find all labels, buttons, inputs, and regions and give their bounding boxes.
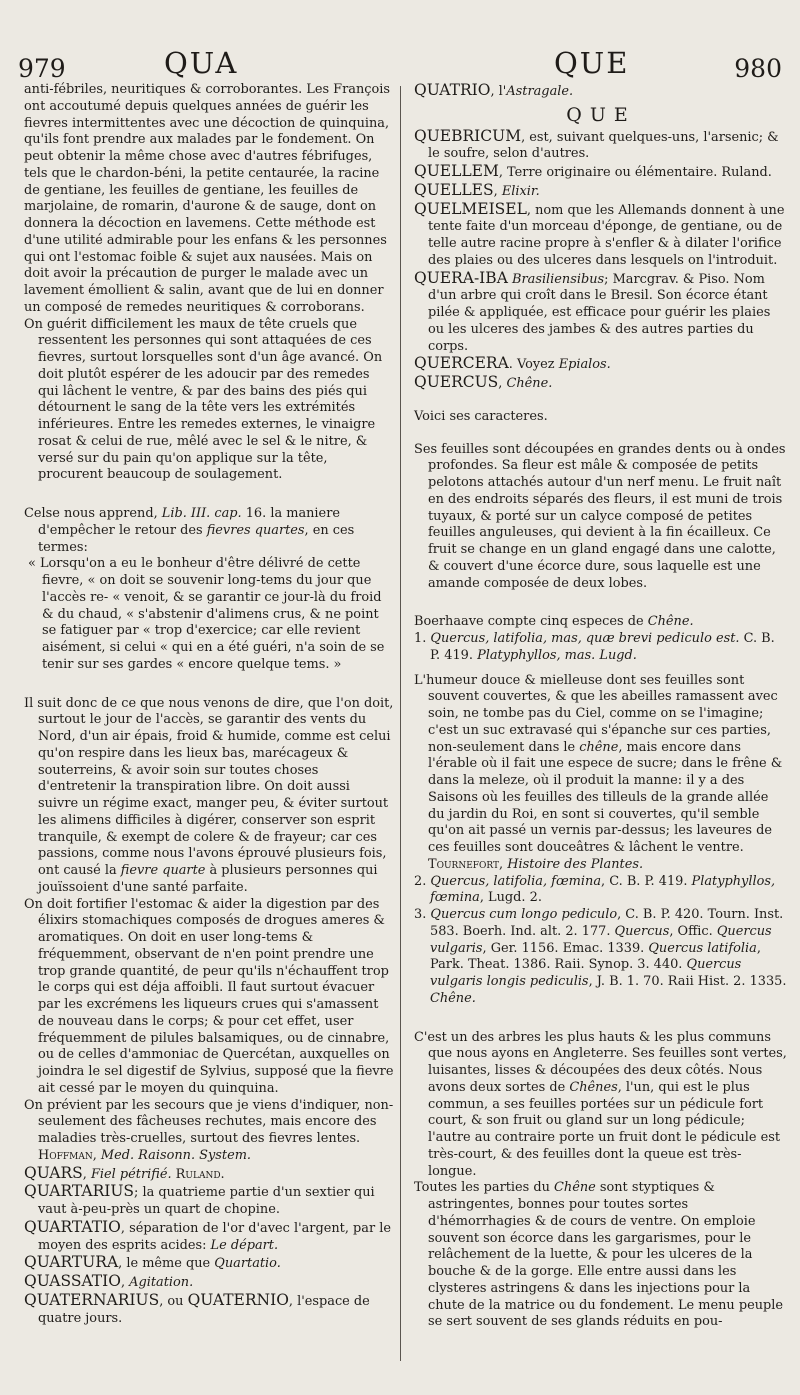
right-column xyxy=(414,82,788,1331)
paragraph: L'humeur douce & mielleuse dont ses feuilles sont souvent couvertes, & que les abeilles ramassent avec soin, ne tombe pas du Ciel, comme on se l'imagine; c'est un suc extravasé qui s'épanche sur ces parties, non-seulement dans le chêne, mais encore dans l'érable où il fait une espece de sucre; dans le frêne & dans la meleze, où il produit la manne: il y a des Saisons où les feuilles des tilleuls de la grande allée du jardin du Roi, en sont si couvertes, qu'il semble qu'on ait passé un vernis par-dessus; les laveures de ces feuilles sont douceâtres & lâchent le ventre. Tournefort, Histoire des Plantes. xyxy=(414,672,783,872)
quotation: « Lorsqu'on a eu le bonheur d'être délivré de cette fievre, « on doit se souvenir long-tems du jour que l'accès re- « venoit, & se garantir ce jour-là du froid & du chaud, « s'abstenir d'alimens crus, & ne point se fatiguer par « trop d'exercice; car elle revient aisément, si celui « qui en a été guéri, n'a soin de se tenir sur ses gardes « encore quelque tems. » xyxy=(28,556,385,672)
dictionary-entry: QUELLES, Elixir. xyxy=(414,180,540,199)
guide-word-right: QUE xyxy=(554,46,630,80)
dictionary-entry: QUATRIO, l'Astragale. xyxy=(414,81,574,99)
species-item: 3. Quercus cum longo pediculo, C. B. P. 420. Tourn. Inst. 583. Boerh. Ind. alt. 2. 177. Quercus, Offic. Quercus vulgaris, Ger. 1156. Emac. 1339. Quercus latifolia, Park. Theat. 1386. Raii. Synop. 3. 440. Quercus vulgaris longis pediculis, J. B. 1. 70. Raii Hist. 2. 1335. Chêne. xyxy=(414,907,787,1006)
dictionary-entry: QUELMEISEL, nom que les Allemands donnent à une tente faite d'un morceau d'éponge, de gentiane, ou de telle autre racine propre à s'enfler & à dilater l'orifice des plaies ou des ulceres dans lesquels on l'introduit. xyxy=(414,199,785,268)
paragraph: On doit fortifier l'estomac & aider la digestion par des élixirs stomachiques composés de drogues ameres & aromatiques. On doit en user long-tems & fréquemment, observant de n'en point prendre une trop grande quantité, de peur qu'ils n'échauffent trop le corps qui est déja affoibli. Il faut surtout évacuer par les excrémens les liqueurs crues qui s'amassent de nouveau dans le corps; & pour cet effet, user fréquemment de pilules balsamiques, ou de cinnabre, ou de celles d'ammoniac de Quercétan, auxquelles on joindra le sel digestif de Sylvius, supposé que la fievre ait cessé par le moyen du quinquina. xyxy=(24,896,394,1096)
species-item: 1. Quercus, latifolia, mas, quæ brevi pediculo est. C. B. P. 419. Platyphyllos, mas. Lugd. xyxy=(414,631,775,663)
paragraph: Il suit donc de ce que nous venons de dire, que l'on doit, surtout le jour de l'accès, se garantir des vents du Nord, d'un air épais, froid & humide, comme est celui qu'on respire dans les lieux bas, marécageux & souterreins, & avoir soin sur toutes choses d'entretenir la transpiration libre. On doit aussi suivre un régime exact, manger peu, & éviter surtout les alimens difficiles à digérer, conserver son esprit tranquile, & exempt de colere & de frayeur; car ces passions, comme nous l'avons éprouvé plusieurs fois, ont causé la fievre quarte à plusieurs personnes qui jouïssoient d'une santé parfaite. xyxy=(24,695,394,895)
dictionary-entry: QUARTURA, le même que Quartatio. xyxy=(24,1253,281,1272)
paragraph: Boerhaave compte cinq especes de Chêne. xyxy=(414,614,694,630)
dictionary-entry: QUASSATIO, Agitation. xyxy=(24,1272,194,1290)
dictionary-entry: QUATERNARIUS, ou QUATERNIO, l'espace de quatre jours. xyxy=(24,1290,370,1326)
left-column xyxy=(24,82,394,1327)
dictionary-entry: QUARTARIUS; la quatrieme partie d'un sextier qui vaut à-peu-près un quart de chopine. xyxy=(24,1182,375,1217)
species-item: 2. Quercus, latifolia, fœmina, C. B. P. 419. Platyphyllos, fœmina, Lugd. 2. xyxy=(414,873,776,906)
column-divider xyxy=(400,86,401,1361)
paragraph: On guérit difficilement les maux de tête cruels que ressentent les personnes qui sont attaquées de ces fievres, surtout lorsquelles sont d'un âge avancé. On doit plutôt espérer de les adoucir par des remedes qui lâchent le ventre, & par des bains des piés qui détournent le sang de la tête vers les extrémités inférieures. Entre les remedes externes, le vinaigre rosat & celui de rue, mêlé avec le sel & le nitre, & versé sur du pain qu'on applique sur la tête, procurent beaucoup de soulagement. xyxy=(24,316,383,483)
paragraph: On prévient par les secours que je viens d'indiquer, non-seulement des fâcheuses rechutes, mais encore des maladies très-cruelles, surtout des fievres lentes. Hoffman, Med. Raisonn. System. xyxy=(24,1097,394,1163)
dictionary-entry: QUERA-IBA Brasiliensibus; Marcgrav. & Piso. Nom d'un arbre qui croît dans le Bresil. Son écorce étant pilée & appliquée, est efficace pour guérir les plaies ou les ulceres des jambes & des autres parties du corps. xyxy=(414,268,771,354)
dictionary-entry-quercus: QUERCUS, Chêne. xyxy=(414,373,553,391)
paragraph: Ses feuilles sont découpées en grandes dents ou à ondes profondes. Sa fleur est mâle & composée de petits pelotons attachés autour d'un nerf menu. Le fruit naît en des endroits séparés des fleurs, il est muni de trois tuyaux, & porté sur un calyce composé de petites feuilles anguleuses, qui devient à la fin écailleux. Ce fruit se change en un gland engagé dans une calotte, & couvert d'une écorce dure, sous laquelle est une amande composée de deux lobes. xyxy=(414,441,786,591)
paragraph: Toutes les parties du Chêne sont styptiques & astringentes, bonnes pour toutes sortes d'hémorrhagies & de cours de ventre. On emploie souvent son écorce dans les gargarismes, pour le relâchement de la luette, & pour les ulceres de la bouche & de la gorge. Elle entre aussi dans les clysteres astringens & dans les injections pour la chute de la matrice ou du fondement. Le menu peuple se sert souvent de ses glands réduits en pou- xyxy=(414,1180,784,1330)
section-heading: QUE xyxy=(566,103,636,126)
guide-word-left: QUA xyxy=(164,46,239,80)
dictionary-entry: QUARS, Fiel pétrifié. Ruland. xyxy=(24,1163,225,1182)
dictionary-entry: QUELLEM, Terre originaire ou élémentaire. Ruland. xyxy=(414,162,772,180)
dictionary-entry: QUARTATIO, séparation de l'or d'avec l'argent, par le moyen des esprits acides: Le départ. xyxy=(24,1217,391,1253)
dictionary-entry: QUEBRICUM, est, suivant quelques-uns, l'arsenic; & le soufre, selon d'autres. xyxy=(414,126,779,162)
page-number-left: 979 xyxy=(18,54,66,83)
dictionary-entry: QUERCERA. Voyez Epialos. xyxy=(414,354,611,373)
paragraph: C'est un des arbres les plus hauts & les plus communs que nous ayons en Angleterre. Ses feuilles sont vertes, luisantes, lisses & découpées des deux côtés. Nous avons deux sortes de Chênes, l'un, qui est le plus commun, a ses feuilles portées sur un pédicule fort court, & son fruit ou gland sur un long pédicule; l'autre au contraire porte un fruit dont le pédicule est très-court, & des feuilles dont la queue est très-longue. xyxy=(414,1029,787,1179)
paragraph: Voici ses caracteres. xyxy=(414,408,548,424)
page-number-right: 980 xyxy=(734,54,782,83)
paragraph: Celse nous apprend, Lib. III. cap. 16. la maniere d'empêcher le retour des fievres quartes, en ces termes: xyxy=(24,506,355,555)
paragraph: anti-fébriles, neuritiques & corroborantes. Les François ont accoutumé depuis quelques années de guérir les fievres intermittentes avec une décoction de quinquina, qu'ils font prendre aux malades par le fondement. On peut obtenir la même chose avec d'autres fébrifuges, tels que le chardon-béni, la petite centaurée, la racine de gentiane, les feuilles de gentiane, les feuilles de marjolaine, de romarin, d'aurone & de sauge, dont on donnera la décoction en lavemens. Cette méthode est d'une utilité admirable pour les enfans & les personnes qui ont l'estomac foible & sujet aux nausées. Mais on doit avoir la précaution de purger le malade avec un lavement émollient & salin, avant que de lui en donner un composé de remedes neuritiques & corroborans. xyxy=(24,82,390,315)
